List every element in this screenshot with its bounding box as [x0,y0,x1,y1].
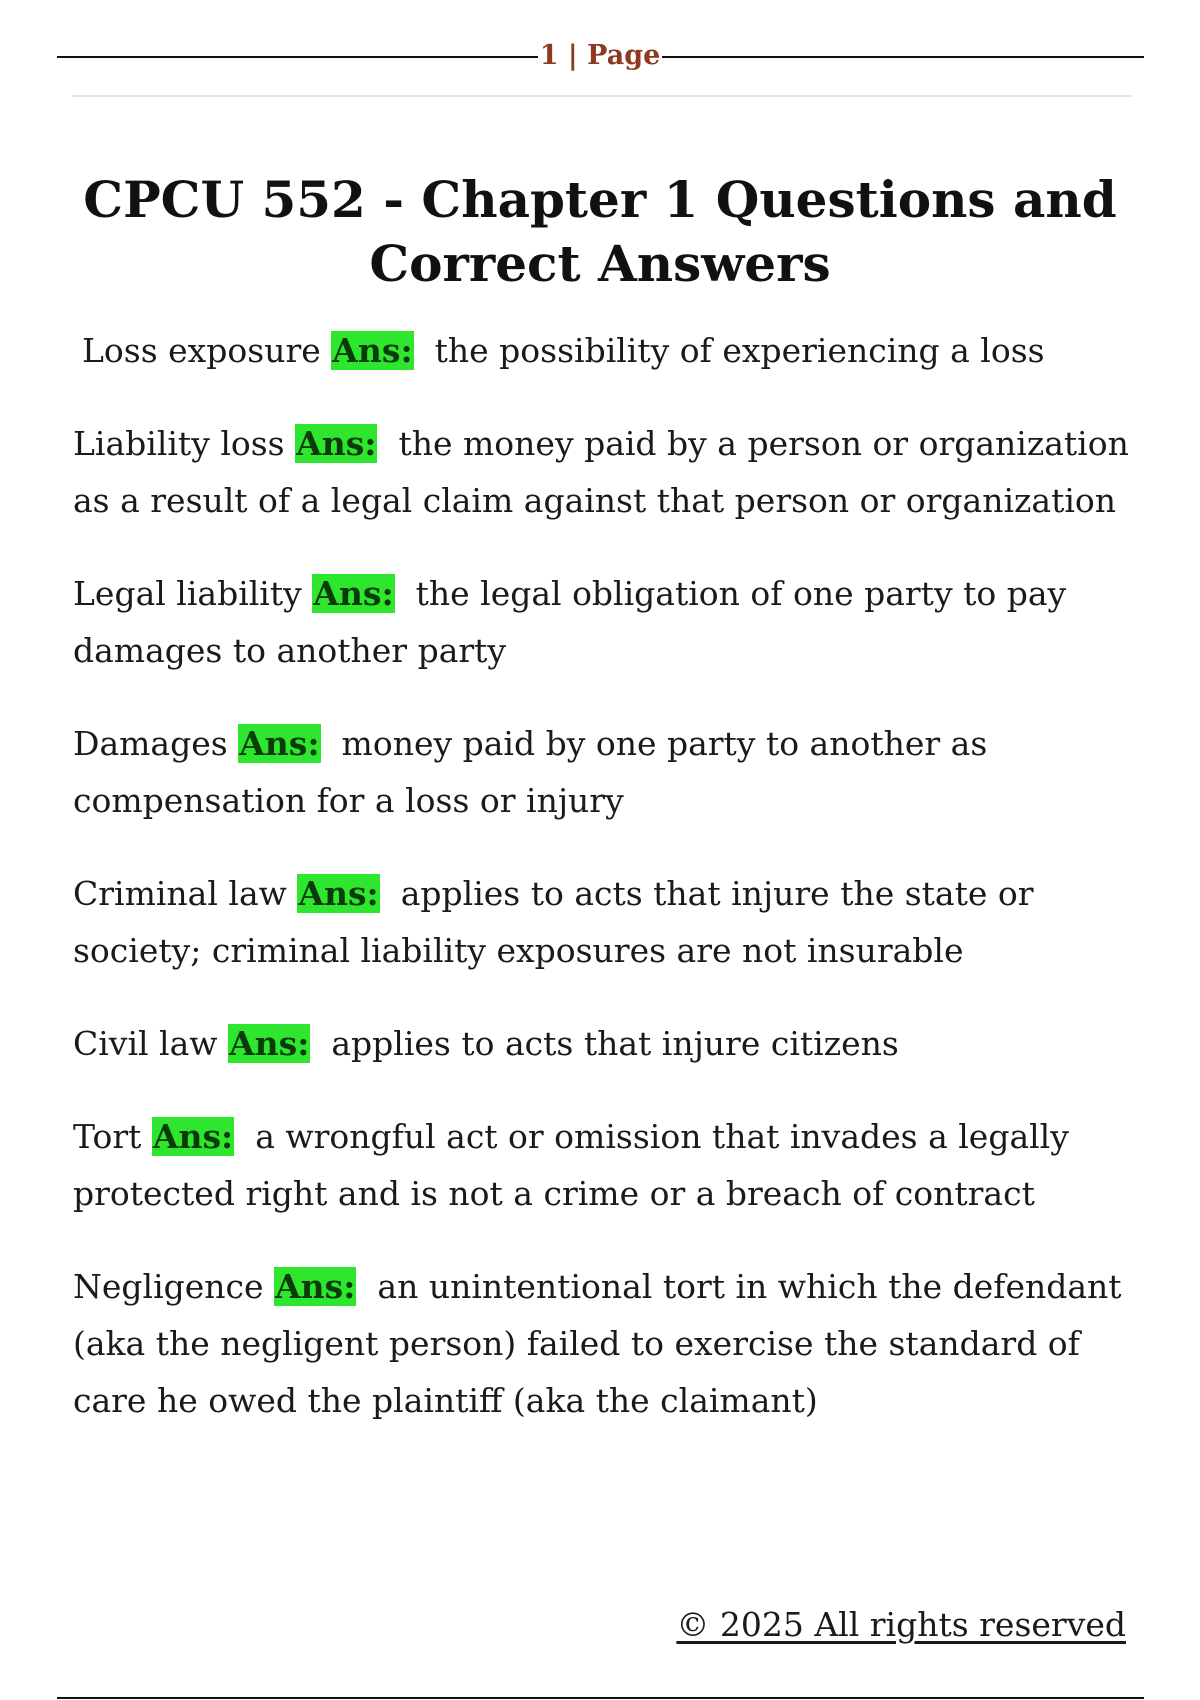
qa-item [73,1108,1143,1222]
qa-term: Legal liability [73,574,302,613]
qa-answer: money paid by one party to another as compensation for a loss or injury [73,724,988,820]
qa-term: Civil law [73,1024,218,1063]
qa-answer: an unintentional tort in which the defendant (aka the negligent person) failed to exercise the standard of care he owed the plaintiff (aka the claimant) [73,1267,1122,1420]
ans-badge: Ans: [298,874,379,913]
qa-item [73,565,1143,679]
footer-rule [57,1697,1144,1699]
qa-item [73,415,1143,529]
qa-answer: applies to acts that injure the state or society; criminal liability exposures are not insurable [73,874,1034,970]
ans-badge: Ans: [332,331,413,370]
ans-badge: Ans: [296,424,377,463]
qa-answer: a wrongful act or omission that invades a legally protected right and is not a crime or a breach of contract [73,1117,1069,1213]
qa-item [73,322,1143,379]
qa-item [73,1258,1143,1429]
qa-answer: the legal obligation of one party to pay damages to another party [73,574,1067,670]
qa-answer: applies to acts that injure citizens [331,1024,899,1063]
qa-term: Liability loss [73,424,285,463]
qa-term: Tort [73,1117,142,1156]
page-header [0,36,1200,76]
qa-item [73,715,1143,829]
header-divider [72,95,1132,97]
ans-badge: Ans: [152,1117,234,1156]
ans-badge: Ans: [313,574,394,613]
ans-badge: Ans: [229,1024,310,1063]
page-number-label: 1 | Page [539,40,661,71]
document-title: CPCU 552 - Chapter 1 Questions and Correct Answers [83,170,1117,293]
qa-term: Damages [73,724,228,763]
qa-list [73,322,1143,1465]
ans-badge: Ans: [275,1267,356,1306]
qa-answer: the money paid by a person or organization as a result of a legal claim against that person or organization [73,424,1129,520]
qa-term: Negligence [73,1267,264,1306]
qa-item [73,865,1143,979]
qa-answer: the possibility of experiencing a loss [434,331,1045,370]
copyright-footer: © 2025 All rights reserved [676,1605,1126,1644]
qa-term: Criminal law [73,874,287,913]
qa-item [73,1015,1143,1072]
ans-badge: Ans: [239,724,320,763]
qa-term: Loss exposure [82,331,321,370]
